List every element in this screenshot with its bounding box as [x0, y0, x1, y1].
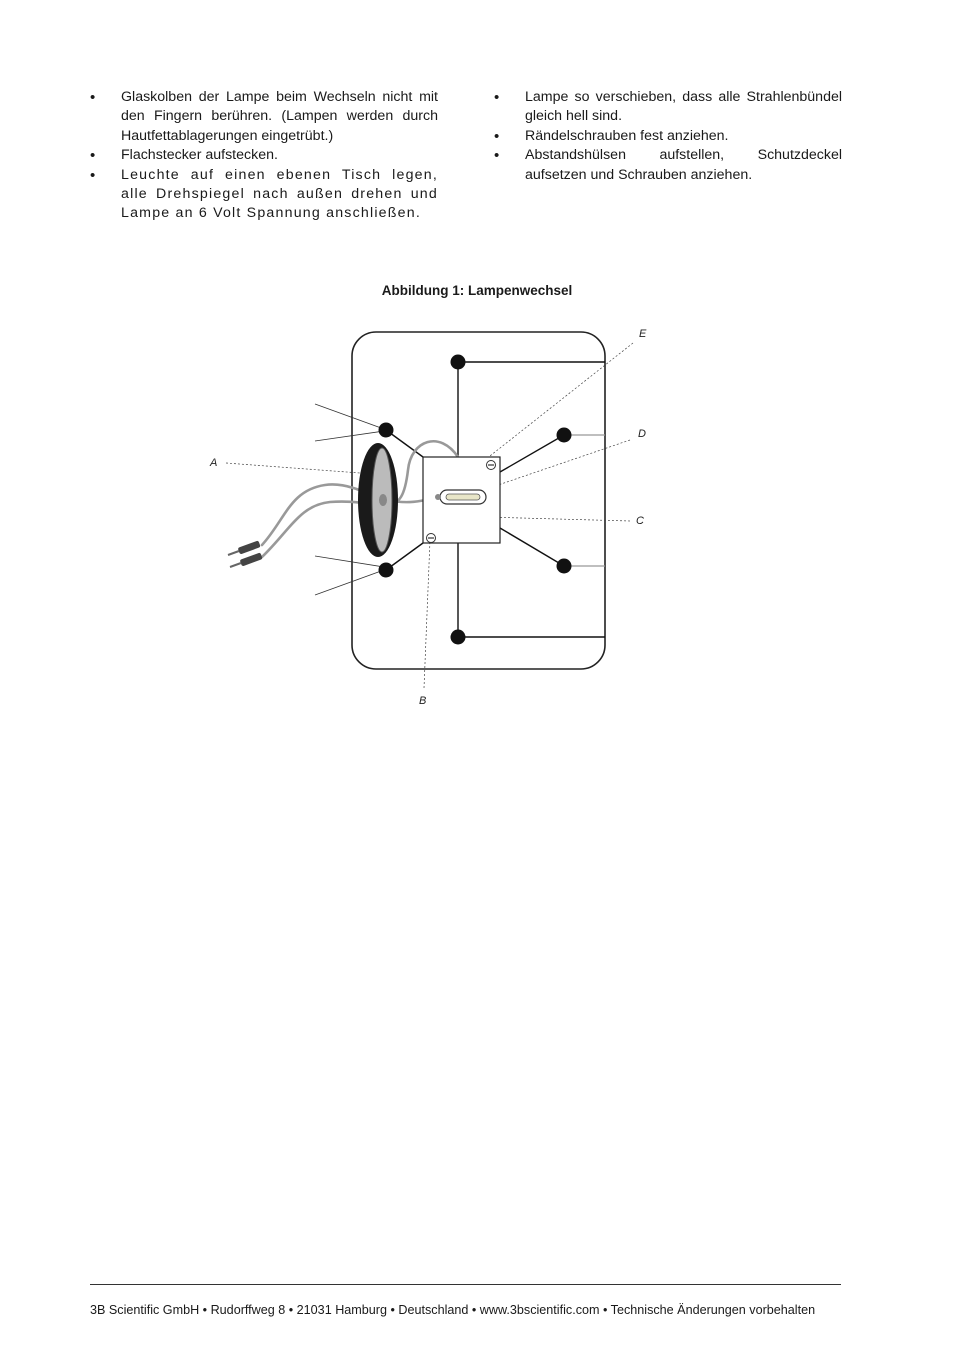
frame-lines-grey: [564, 435, 605, 566]
instruction-item: • Glaskolben der Lampe beim Wechseln nicht mit den Fingern berühren. (Lampen werden durch Hautfettablagerungen eingetrübt.): [90, 88, 438, 146]
instructions-right-column: [494, 88, 842, 185]
label-a: A: [210, 457, 218, 469]
label-d: D: [638, 428, 646, 440]
figure-caption: Abbildung 1: Lampenwechsel: [381, 283, 573, 298]
flat-plug-connectors: [228, 540, 263, 567]
instruction-item: • Rändelschrauben fest anziehen.: [494, 127, 842, 146]
instruction-item: • Leuchte auf einen ebenen Tisch legen, alle Drehspiegel nach außen drehen und Lampe an 6 Volt Spannung anschließen.: [90, 166, 438, 224]
label-b: B: [419, 695, 427, 707]
instruction-list-right: [494, 88, 842, 185]
instructions-left-column: [90, 88, 438, 224]
label-e: E: [639, 328, 647, 340]
lamp-holder-plate: [423, 457, 500, 543]
instruction-item: • Flachstecker aufstecken.: [90, 146, 438, 165]
instruction-item: • Abstandshülsen aufstellen, Schutzdeckel aufsetzen und Schrauben anziehen.: [494, 146, 842, 185]
lamp-change-diagram: [195, 320, 665, 720]
label-c: C: [636, 515, 644, 527]
footer-text: 3B Scientific GmbH • Rudorffweg 8 • 21031 Hamburg • Deutschland • www.3bscientific.com • Technische Änderungen vorbehalten: [90, 1303, 816, 1317]
instruction-item: • Lampe so verschieben, dass alle Strahlenbündel gleich hell sind.: [494, 88, 842, 127]
footer-divider: [90, 1284, 841, 1285]
instruction-list-left: [90, 88, 438, 224]
mirror-disc: [358, 443, 398, 557]
